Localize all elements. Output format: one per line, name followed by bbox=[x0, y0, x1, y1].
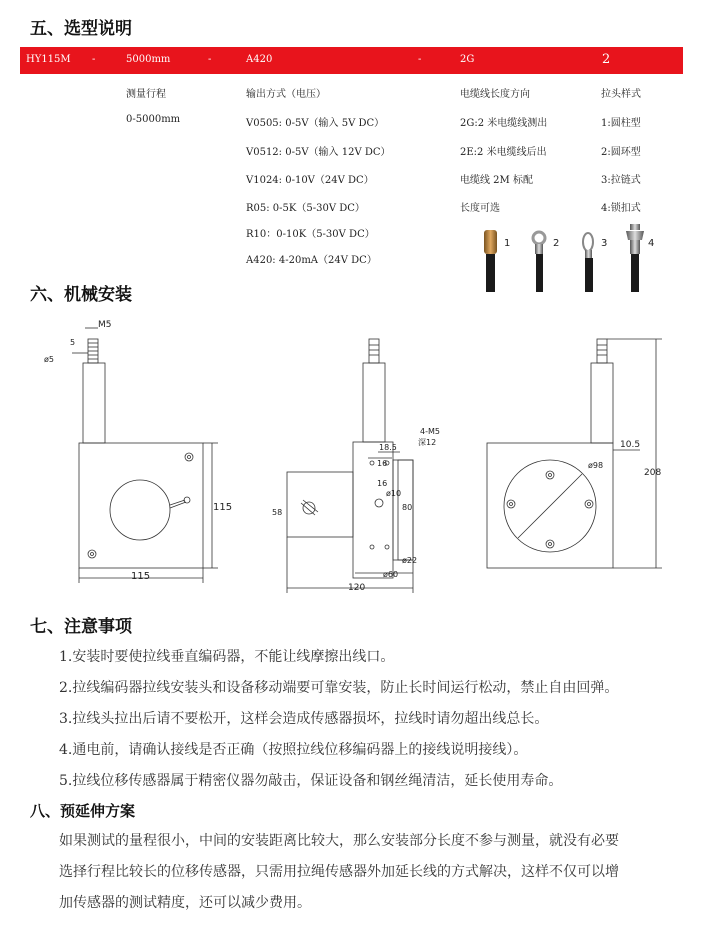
pull-head-label: 2 bbox=[553, 238, 560, 249]
rear-view bbox=[487, 339, 662, 568]
dim-16b: 16 bbox=[377, 479, 388, 488]
range-label: 测量行程 bbox=[126, 89, 166, 100]
dim-height-115: 115 bbox=[213, 502, 233, 513]
dim-10-5: 10.5 bbox=[620, 440, 641, 450]
head-style-label: 拉头样式 bbox=[601, 89, 641, 100]
model-code-dash: - bbox=[208, 54, 212, 65]
dim-width-115: 115 bbox=[131, 571, 151, 582]
dim-phi10: ø10 bbox=[386, 489, 402, 498]
model-code-cable: 2G bbox=[460, 54, 475, 65]
model-code-output: A420 bbox=[246, 54, 273, 65]
head-style-option: 3:拉链式 bbox=[601, 175, 641, 186]
head-style-option: 1:圆柱型 bbox=[601, 118, 641, 129]
lock-head-photo bbox=[626, 224, 644, 292]
note-item: 2.拉线编码器拉线安装头和设备移动端要可靠安装，防止长时间运行松动，禁止自由回弹。 bbox=[59, 680, 619, 696]
output-option: V0512: 0-5V（输入 12V DC） bbox=[246, 147, 391, 158]
model-code-range: 5000mm bbox=[126, 54, 171, 65]
side-view bbox=[287, 339, 413, 593]
range-value: 0-5000mm bbox=[126, 114, 181, 125]
cable-option: 长度可选 bbox=[460, 203, 500, 214]
cable-option: 2E:2 米电缆线后出 bbox=[460, 147, 547, 158]
section8-title: 八、预延伸方案 bbox=[30, 802, 136, 820]
section5-title: 五、选型说明 bbox=[30, 19, 132, 39]
dim-80: 80 bbox=[402, 503, 413, 512]
dim-phi22: ø22 bbox=[402, 556, 418, 565]
note-item: 3.拉线头拉出后请不要松开，这样会造成传感器损坏，拉线时请勿超出线总长。 bbox=[59, 711, 549, 727]
dim-18-5: 18.5 bbox=[379, 443, 397, 452]
output-option: A420: 4-20mA（24V DC） bbox=[246, 255, 377, 266]
dim-width-120: 120 bbox=[348, 583, 366, 593]
extension-paragraph-line: 如果测试的量程很小，中间的安装距离比较大，那么安装部分长度不参与测量，就没有必要 bbox=[59, 833, 619, 849]
note-item: 5.拉线位移传感器属于精密仪器勿敲击，保证设备和钢丝绳清洁，延长使用寿命。 bbox=[59, 773, 563, 789]
output-option: V1024: 0-10V（24V DC） bbox=[246, 175, 374, 186]
model-code-dash: - bbox=[418, 54, 422, 65]
note-item: 4.通电前，请确认接线是否正确（按照拉线位移编码器上的接线说明接线）。 bbox=[59, 742, 528, 758]
note-item: 1.安装时要使拉线垂直编码器，不能让线摩擦出线口。 bbox=[59, 649, 395, 665]
output-option: V0505: 0-5V（输入 5V DC） bbox=[246, 118, 385, 129]
zipper-head-photo bbox=[583, 233, 593, 292]
output-option: R05: 0-5K（5-30V DC） bbox=[246, 203, 365, 214]
head-style-option: 2:圆环型 bbox=[601, 147, 641, 158]
pull-head-label: 4 bbox=[648, 238, 655, 249]
head-style-option: 4:锁扣式 bbox=[601, 203, 641, 214]
pull-head-label: 1 bbox=[504, 238, 511, 249]
cable-option: 电缆线 2M 标配 bbox=[460, 175, 533, 186]
pull-head-label: 3 bbox=[601, 238, 608, 249]
dim-phi60: ø60 bbox=[383, 570, 399, 579]
extension-paragraph-line: 选择行程比较长的位移传感器，只需用拉绳传感器外加延长线的方式解决，这样不仅可以增 bbox=[59, 864, 619, 880]
cable-label: 电缆线长度方向 bbox=[460, 89, 530, 100]
dim-5: 5 bbox=[70, 338, 76, 347]
cylinder-head-photo bbox=[484, 230, 497, 292]
dim-phi5: ø5 bbox=[44, 355, 54, 364]
output-label: 输出方式（电压） bbox=[246, 89, 326, 100]
dim-58: 58 bbox=[272, 508, 283, 517]
dim-deep-12: 深12 bbox=[418, 438, 437, 447]
model-code-dash: - bbox=[92, 54, 96, 65]
model-code-bar bbox=[20, 47, 683, 74]
extension-paragraph-line: 加传感器的测试精度，还可以减少费用。 bbox=[59, 895, 311, 911]
cable-option: 2G:2 米电缆线测出 bbox=[460, 118, 548, 129]
section7-title: 七、注意事项 bbox=[30, 617, 132, 637]
dim-m5: M5 bbox=[98, 320, 112, 330]
model-code-series: HY115M bbox=[26, 54, 71, 65]
dim-phi98: ø98 bbox=[588, 461, 604, 470]
dim-4-m5: 4-M5 bbox=[420, 427, 440, 436]
output-option: R10：0-10K（5-30V DC） bbox=[246, 229, 375, 240]
ring-head-photo bbox=[533, 232, 545, 292]
pull-head-photos bbox=[470, 218, 670, 294]
installation-drawing bbox=[0, 300, 709, 600]
dim-16a: 16 bbox=[377, 459, 388, 468]
front-view bbox=[72, 328, 218, 583]
section6-title: 六、机械安装 bbox=[30, 285, 132, 305]
model-code-head: 2 bbox=[602, 52, 611, 67]
dim-height-208: 208 bbox=[644, 468, 662, 478]
